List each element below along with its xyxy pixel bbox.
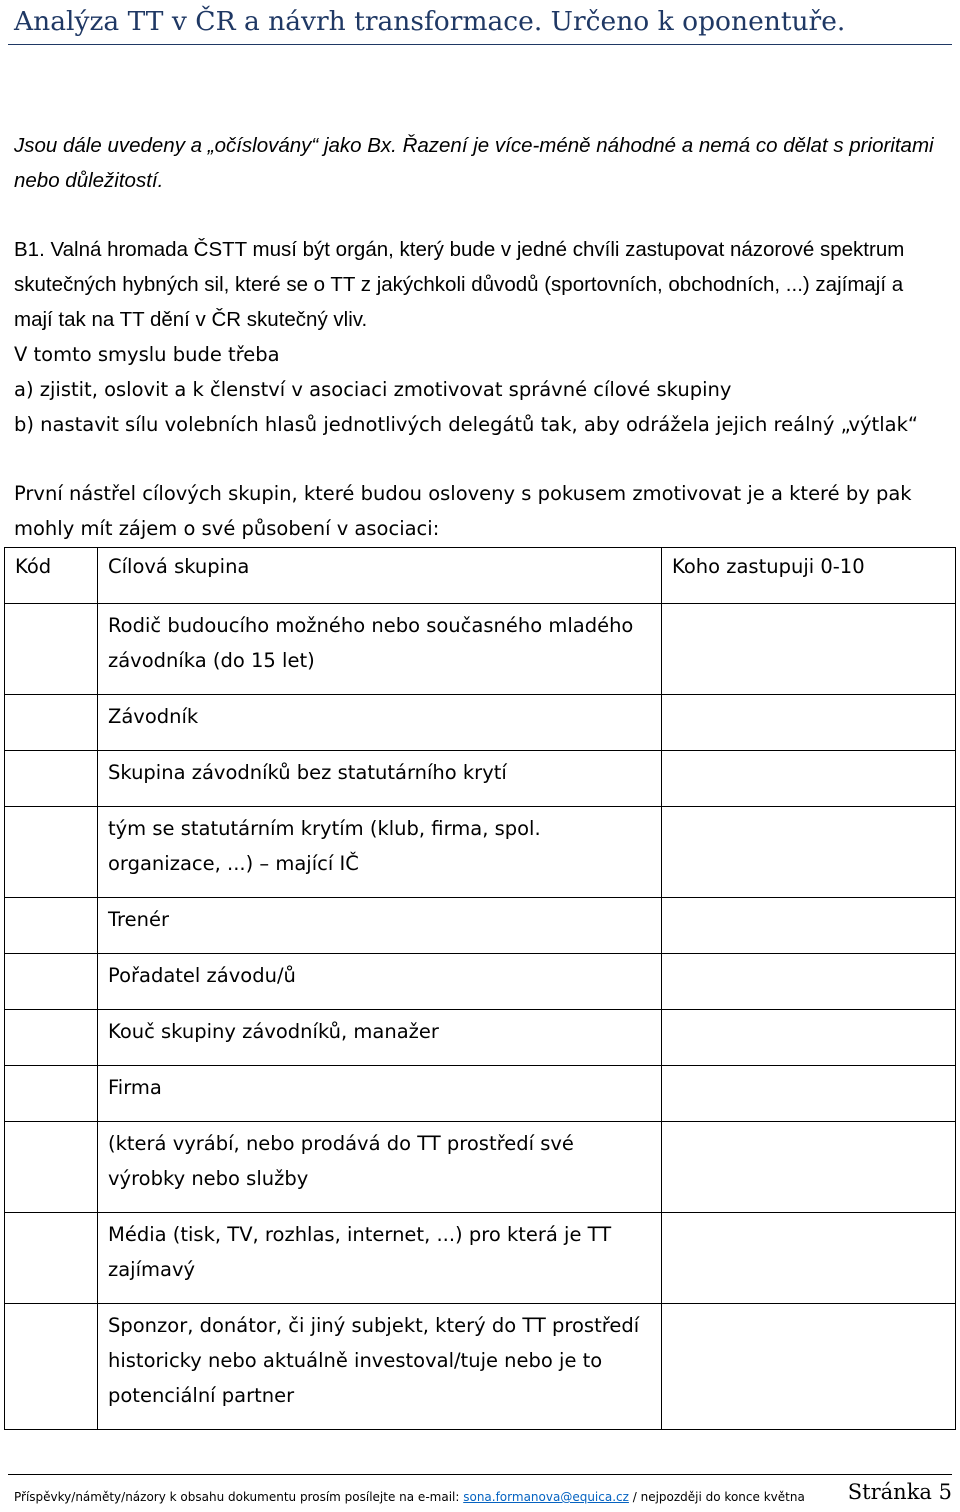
row-score-cell <box>662 695 956 751</box>
row-group-text: (která vyrábí, nebo prodává do TT prostředí své výrobky nebo služby <box>108 1132 574 1190</box>
table-header-row <box>5 548 956 604</box>
requirements-intro: V tomto smyslu bude třeba <box>14 343 280 366</box>
footer-divider <box>8 1474 952 1475</box>
row-group-text: Firma <box>108 1076 162 1099</box>
table-row <box>5 1304 956 1430</box>
row-group-cell <box>98 604 662 695</box>
table-row <box>5 695 956 751</box>
header-code: Kód <box>5 548 98 604</box>
footer-note-text: Příspěvky/náměty/názory k obsahu dokumentu prosím posílejte na e-mail: <box>14 1490 464 1504</box>
row-code-cell <box>5 1122 98 1213</box>
row-score-cell <box>662 1066 956 1122</box>
row-score-cell <box>662 1213 956 1304</box>
row-code-cell <box>5 807 98 898</box>
row-score-cell <box>662 807 956 898</box>
row-group-cell <box>98 695 662 751</box>
row-score-cell <box>662 954 956 1010</box>
row-code-cell <box>5 1066 98 1122</box>
row-code-cell <box>5 751 98 807</box>
row-group-cell <box>98 1010 662 1066</box>
row-group-cell <box>98 954 662 1010</box>
row-score-cell <box>662 1304 956 1430</box>
table-row <box>5 807 956 898</box>
table-row <box>5 1066 956 1122</box>
row-score-cell <box>662 604 956 695</box>
table-row <box>5 898 956 954</box>
row-score-cell <box>662 1122 956 1213</box>
row-group-text: Sponzor, donátor, či jiný subjekt, který do TT prostředí historicky nebo aktuálně investoval/tuje nebo je to potenciální partner <box>108 1314 640 1407</box>
requirement-b: b) nastavit sílu volebních hlasů jednotlivých delegátů tak, aby odrážela jejich reálný „výtlak“ <box>14 413 918 436</box>
header-represents: Koho zastupuji 0-10 <box>662 548 956 604</box>
row-code-cell <box>5 604 98 695</box>
row-code-cell <box>5 954 98 1010</box>
row-code-cell <box>5 1304 98 1430</box>
requirements-block <box>14 337 949 442</box>
row-group-cell <box>98 751 662 807</box>
row-group-text: Závodník <box>108 705 199 728</box>
intro-paragraph: Jsou dále uvedeny a „očíslovány“ jako Bx. Řazení je více-méně náhodné a nemá co dělat s prioritami nebo důležitostí. <box>14 134 934 192</box>
table-row <box>5 1122 956 1213</box>
target-groups-intro: První nástřel cílových skupin, které budou osloveny s pokusem zmotivovat je a které by pak mohly mít zájem o své působení v asociaci: <box>14 482 912 540</box>
row-group-text: Trenér <box>108 908 170 931</box>
footer-deadline-text: / nejpozději do konce května <box>628 1490 805 1504</box>
row-group-text: Pořadatel závodu/ů <box>108 964 296 987</box>
row-group-cell <box>98 1304 662 1430</box>
email-link[interactable]: sona.formanova@equica.cz <box>463 1490 629 1504</box>
footer-note <box>14 1490 805 1504</box>
page-number: Stránka 5 <box>847 1480 952 1504</box>
target-groups-table <box>4 547 956 1430</box>
table-row <box>5 1010 956 1066</box>
row-score-cell <box>662 751 956 807</box>
table-row <box>5 954 956 1010</box>
row-score-cell <box>662 1010 956 1066</box>
row-group-text: Rodič budoucího možného nebo současného mladého závodníka (do 15 let) <box>108 614 634 672</box>
header-target-group: Cílová skupina <box>98 548 662 604</box>
header-divider <box>8 44 952 45</box>
row-group-text: Kouč skupiny závodníků, manažer <box>108 1020 439 1043</box>
row-group-text: Skupina závodníků bez statutárního krytí <box>108 761 507 784</box>
row-code-cell <box>5 1010 98 1066</box>
row-group-cell <box>98 1066 662 1122</box>
row-group-text: Média (tisk, TV, rozhlas, internet, ...) pro která je TT zajímavý <box>108 1223 612 1281</box>
row-group-cell <box>98 807 662 898</box>
b1-paragraph: B1. Valná hromada ČSTT musí být orgán, který bude v jedné chvíli zastupovat názorové spektrum skutečných hybných sil, které se o TT z jakýchkoli důvodů (sportovních, obchodních, ...) zajímají a mají tak na TT dění v ČR skutečný vliv. <box>14 238 905 331</box>
table-row <box>5 1213 956 1304</box>
row-group-cell <box>98 1122 662 1213</box>
row-group-cell <box>98 1213 662 1304</box>
row-code-cell <box>5 898 98 954</box>
row-code-cell <box>5 695 98 751</box>
row-score-cell <box>662 898 956 954</box>
table-row <box>5 751 956 807</box>
table-row <box>5 604 956 695</box>
row-group-cell <box>98 898 662 954</box>
row-code-cell <box>5 1213 98 1304</box>
requirement-a: a) zjistit, oslovit a k členství v asociaci zmotivovat správné cílové skupiny <box>14 378 732 401</box>
page-header-title: Analýza TT v ČR a návrh transformace. Určeno k oponentuře. <box>14 6 846 37</box>
row-group-text: tým se statutárním krytím (klub, firma, spol. organizace, ...) – mající IČ <box>108 817 541 875</box>
